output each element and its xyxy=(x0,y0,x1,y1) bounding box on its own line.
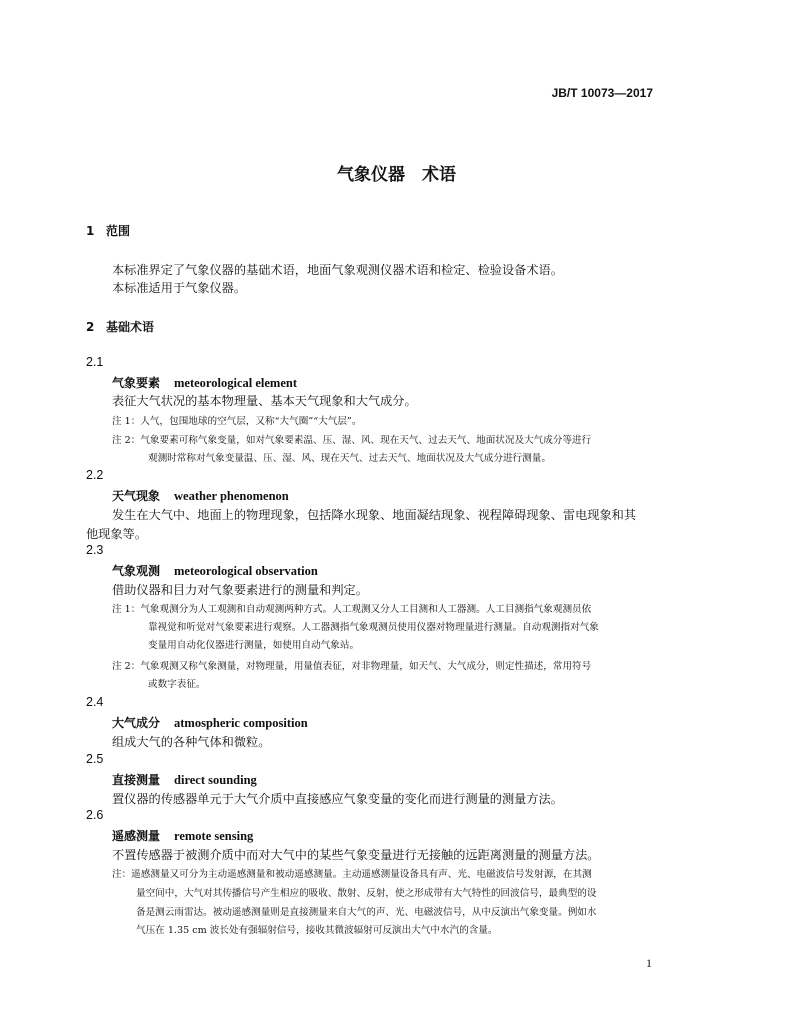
term-note-continued: 靠视觉和听觉对气象要素进行观察。人工器测指气象观测员使用仪器对物理量进行测量。自动观测指对气象 xyxy=(148,622,599,633)
term-note: 注：遥感测量又可分为主动遥感测量和被动遥感测量。主动遥感测量设备具有声、光、电磁波信号发射源，在其测 xyxy=(112,869,592,880)
term-en: meteorological element xyxy=(174,376,297,390)
term-heading xyxy=(112,374,297,391)
section-number: 1 xyxy=(86,224,95,238)
document-title: 气象仪器 术语 xyxy=(337,165,456,185)
scope-paragraph: 本标准适用于气象仪器。 xyxy=(112,281,247,295)
term-heading xyxy=(112,771,257,788)
term-definition: 发生在大气中、地面上的物理现象，包括降水现象、地面凝结现象、视程障碍现象、雷电现象和其 xyxy=(112,508,637,522)
page-number: 1 xyxy=(646,956,652,970)
term-note-continued: 备是测云雨雷达。被动遥感测量则是直接测量来自大气的声、光、电磁波信号，从中反演出气象变量。例如水 xyxy=(136,907,597,918)
term-en: direct sounding xyxy=(174,773,257,787)
term-heading xyxy=(112,714,308,731)
term-note: 注 2：气象要素可称气象变量，如对气象要素温、压、湿、风、现在天气、过去天气、地面状况及大气成分等进行 xyxy=(112,435,592,446)
section-title: 基础术语 xyxy=(106,320,155,334)
term-zh: 天气现象 xyxy=(112,489,161,503)
term-note-continued: 观测时常称对气象变量温、压、湿、风、现在天气、过去天气、地面状况及大气成分进行测量。 xyxy=(148,453,551,464)
term-zh: 大气成分 xyxy=(112,716,161,730)
term-zh: 直接测量 xyxy=(112,773,161,787)
term-en: atmospheric composition xyxy=(174,716,308,730)
term-number: 2.3 xyxy=(86,543,104,557)
term-number: 2.4 xyxy=(86,695,104,709)
term-definition-continued: 他现象等。 xyxy=(86,527,147,541)
scope-paragraph: 本标准界定了气象仪器的基础术语，地面气象观测仪器术语和检定、检验设备术语。 xyxy=(112,263,563,277)
term-definition: 不置传感器于被测介质中而对大气中的某些气象变量进行无接触的远距离测量的测量方法。 xyxy=(112,848,600,862)
term-zh: 气象观测 xyxy=(112,564,161,578)
term-heading xyxy=(112,562,318,579)
term-note-continued: 变量用自动化仪器进行测量，如使用自动气象站。 xyxy=(148,640,360,651)
term-number: 2.1 xyxy=(86,355,104,369)
term-note-continued: 气压在 1.35 cm 波长处有强辐射信号，接收其微波辐射可反演出大气中水汽的含量。 xyxy=(136,925,498,936)
term-en: meteorological observation xyxy=(174,564,318,578)
term-heading xyxy=(112,827,253,844)
term-note-continued: 或数字表征。 xyxy=(148,679,206,690)
term-note-continued: 量空间中，大气对其传播信号产生相应的吸收、散射、反射，使之形成带有大气特性的回波信号，最典型的设 xyxy=(136,888,597,899)
term-number: 2.2 xyxy=(86,468,104,482)
term-en: weather phenomenon xyxy=(174,489,289,503)
standard-code: JB/T 10073—2017 xyxy=(551,86,653,100)
term-zh: 遥感测量 xyxy=(112,829,161,843)
term-definition: 表征大气状况的基本物理量、基本天气现象和大气成分。 xyxy=(112,394,417,408)
term-zh: 气象要素 xyxy=(112,376,161,390)
term-note: 注 1：人气，包围地球的空气层，又称“大气圈”“大气层”。 xyxy=(112,416,362,427)
term-definition: 借助仪器和目力对气象要素进行的测量和判定。 xyxy=(112,583,368,597)
term-note: 注 1：气象观测分为人工观测和自动观测两种方式。人工观测又分人工目测和人工器测。人工目测指气象观测员依 xyxy=(112,604,592,615)
term-heading xyxy=(112,487,289,504)
section-number: 2 xyxy=(86,320,95,334)
section-heading-scope xyxy=(86,222,130,239)
term-number: 2.6 xyxy=(86,808,104,822)
section-title: 范围 xyxy=(106,224,131,238)
term-definition: 置仪器的传感器单元于大气介质中直接感应气象变量的变化而进行测量的测量方法。 xyxy=(112,792,563,806)
term-en: remote sensing xyxy=(174,829,254,843)
term-definition: 组成大气的各种气体和微粒。 xyxy=(112,735,271,749)
section-heading-basic-terms xyxy=(86,318,154,335)
term-note: 注 2：气象观测又称气象测量，对物理量，用量值表征，对非物理量，如天气、大气成分，则定性描述，常用符号 xyxy=(112,661,592,672)
term-number: 2.5 xyxy=(86,752,104,766)
